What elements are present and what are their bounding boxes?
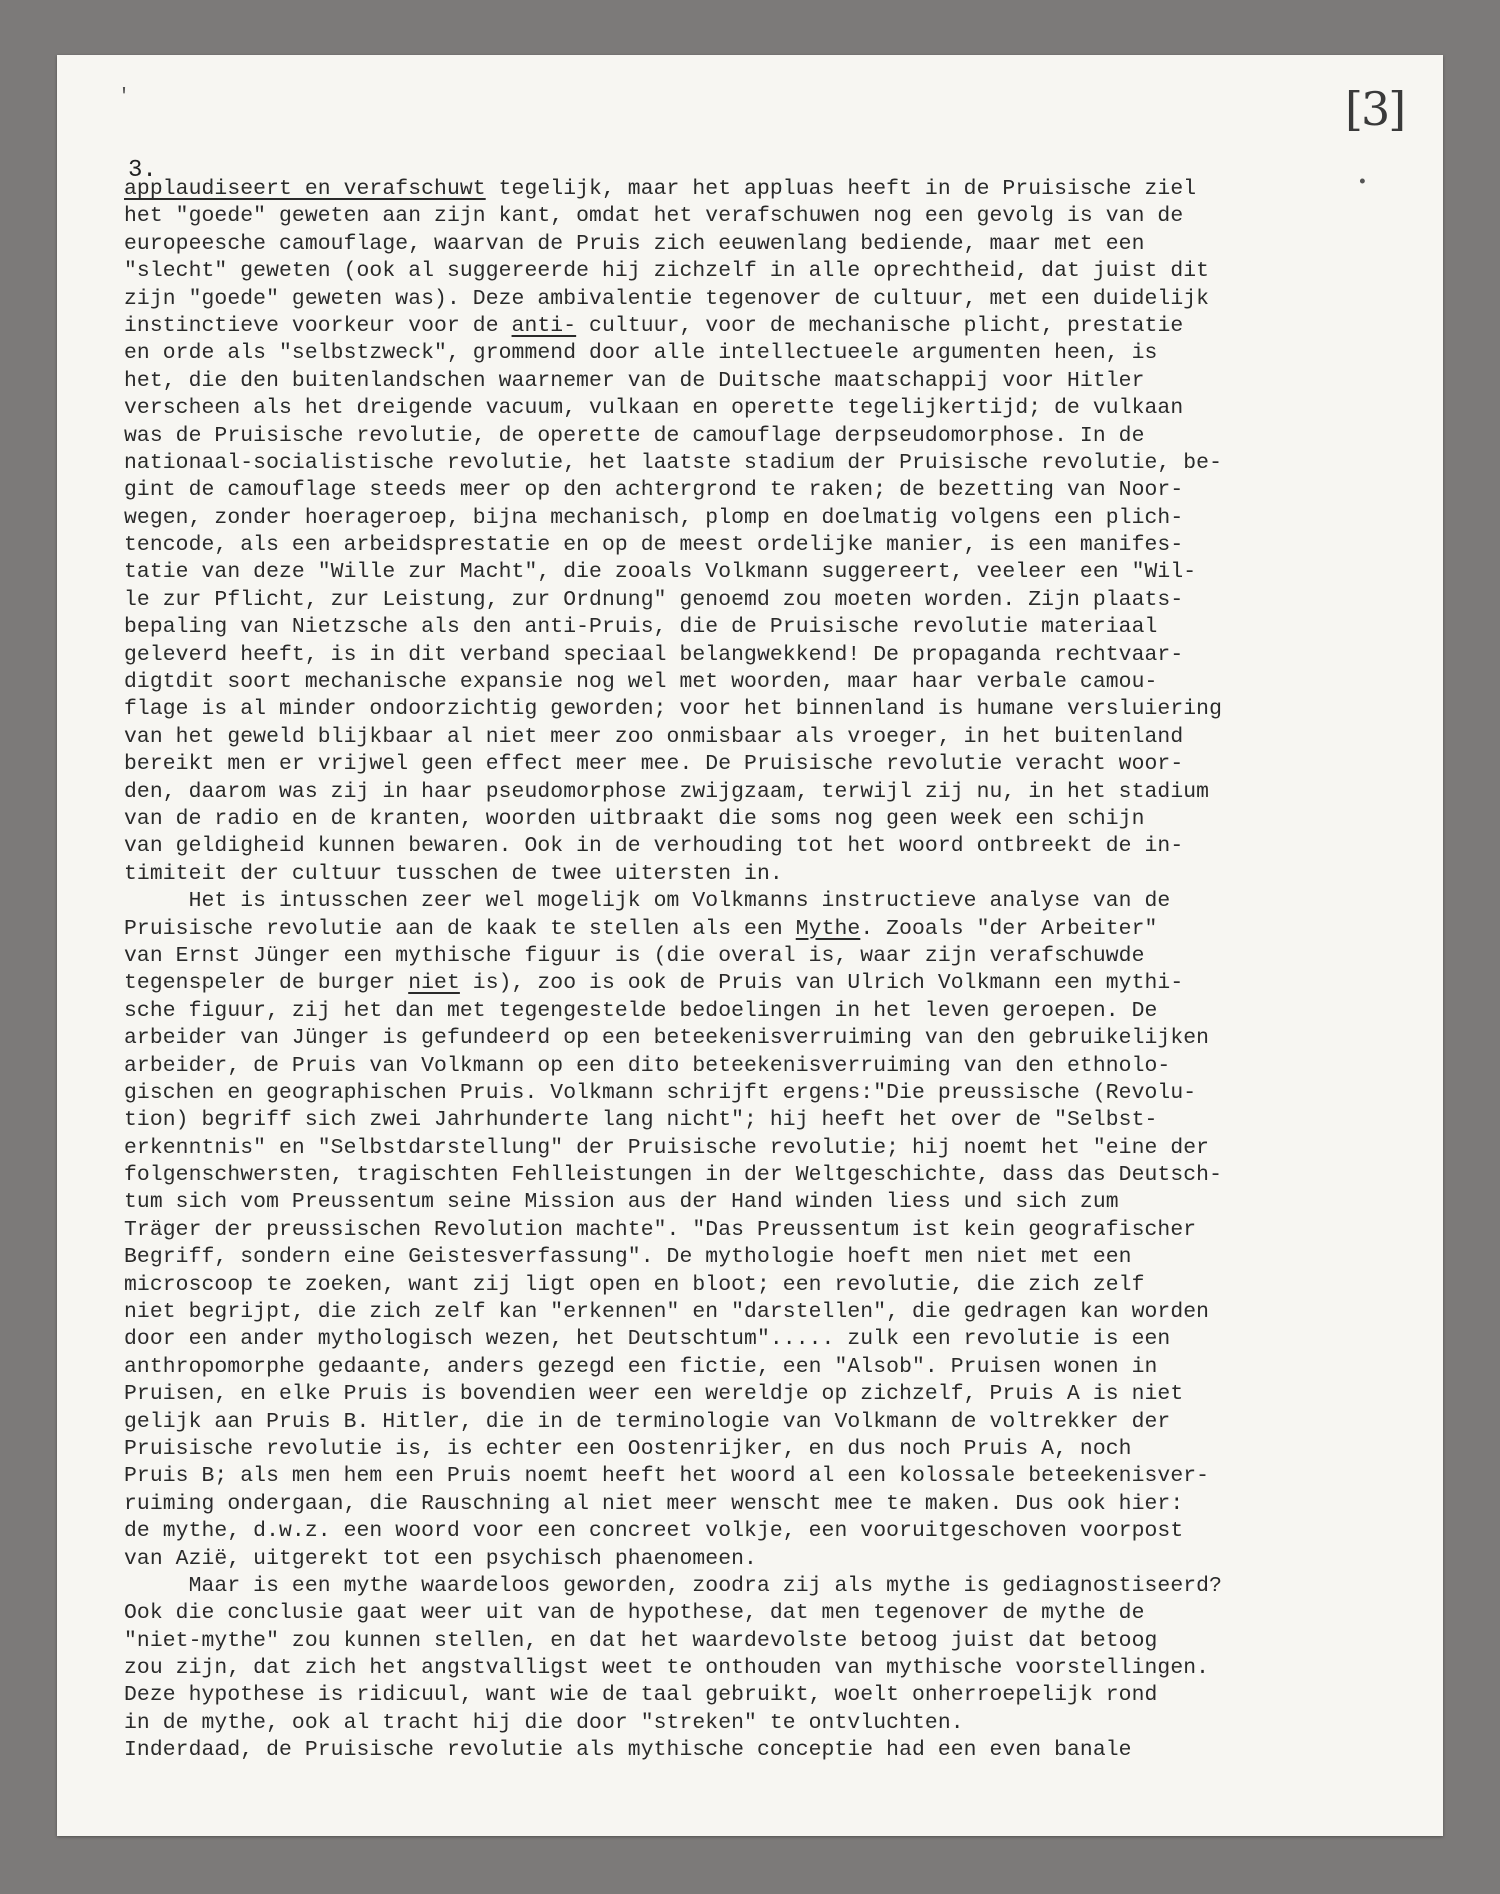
text-line (124, 587, 1364, 614)
text-segment: door een ander mythologisch wezen, het Deutschtum"..... zulk een revolutie is een (124, 1327, 1171, 1352)
text-line (124, 1573, 1364, 1600)
text-segment: flage is al minder ondoorzichtig geworden; voor het binnenland is humane versluiering (124, 697, 1223, 722)
text-segment: nationaal-socialistische revolutie, het laatste stadium der Pruisische revolutie, be- (124, 450, 1223, 475)
text-line (124, 258, 1364, 285)
text-segment: sche figuur, zij het dan met tegengestelde bedoelingen in het leven geroepen. De (124, 998, 1158, 1023)
text-line (124, 806, 1364, 833)
text-line (124, 751, 1364, 778)
archive-page-mark: [3] (1345, 82, 1405, 136)
text-line (124, 779, 1364, 806)
text-segment: verscheen als het dreigende vacuum, vulkaan en operette tegelijkertijd; de vulkaan (124, 396, 1184, 421)
text-segment: niet begrijpt, die zich zelf kan "erkennen" en "darstellen", die gedragen kan worden (124, 1300, 1210, 1325)
text-segment: timiteit der cultuur tusschen de twee uitersten in. (124, 861, 783, 886)
text-segment: "slecht" geweten (ook al suggereerde hij zichzelf in alle oprechtheid, dat juist dit (124, 259, 1210, 284)
text-segment: tion) begriff sich zwei Jahrhunderte lang nicht"; hij heeft het over de "Selbst- (124, 1108, 1158, 1133)
text-segment: tencode, als een arbeidsprestatie en op de meest ordelijke manier, is een manifes- (124, 533, 1184, 558)
text-segment: Het is intusschen zeer wel mogelijk om Volkmanns instructieve analyse van de (124, 889, 1171, 914)
text-line (124, 1436, 1364, 1463)
text-line (124, 176, 1364, 203)
text-line (124, 1682, 1364, 1709)
text-segment: wegen, zonder hoerageroep, bijna mechanisch, plomp en doelmatig volgens een plich- (124, 505, 1184, 530)
text-segment: . Zooals "der Arbeiter" (860, 916, 1158, 941)
text-segment: van Azië, uitgerekt tot een psychisch phaenomeen. (124, 1546, 757, 1571)
text-line (124, 1600, 1364, 1627)
text-line (124, 532, 1364, 559)
text-line (124, 368, 1364, 395)
text-line (124, 286, 1364, 313)
text-segment: tegenspeler de burger (124, 971, 409, 996)
text-segment: Deze hypothese is ridicuul, want wie de taal gebruikt, woelt onherroepelijk rond (124, 1683, 1158, 1708)
text-segment: Ook die conclusie gaat weer uit van de hypothese, dat men tegenover de mythe de (124, 1601, 1145, 1626)
text-segment: arbeider van Jünger is gefundeerd op een beteekenisverruiming van den gebruikelijken (124, 1026, 1210, 1051)
text-line (124, 1135, 1364, 1162)
text-segment: tegelijk, maar het appluas heeft in de Pruisische ziel (485, 177, 1197, 201)
text-segment: tatie van deze "Wille zur Macht", die zooals Volkmann suggereert, veeleer een "Wil- (124, 560, 1197, 585)
text-segment: van het geweld blijkbaar al niet meer zoo onmisbaar als vroeger, in het buitenland (124, 724, 1184, 749)
text-line (124, 1217, 1364, 1244)
text-line (124, 1299, 1364, 1326)
text-line (124, 340, 1364, 367)
text-line (124, 1491, 1364, 1518)
text-line (124, 1546, 1364, 1573)
text-segment: europeesche camouflage, waarvan de Pruis zich eeuwenlang bediende, maar met een (124, 231, 1145, 256)
text-segment: "niet-mythe" zou kunnen stellen, en dat het waardevolste betoog juist dat betoog (124, 1628, 1158, 1653)
text-segment: de mythe, d.w.z. een woord voor een concreet volkje, een vooruitgeschoven voorpost (124, 1519, 1184, 1544)
underlined-text: applaudiseert en verafschuwt (124, 177, 486, 201)
text-line (124, 505, 1364, 532)
text-line (124, 1737, 1364, 1764)
text-segment: arbeider, de Pruis van Volkmann op een dito beteekenisverruiming van den ethnolo- (124, 1053, 1171, 1078)
text-segment: erkenntnis" en "Selbstdarstellung" der Pruisische revolutie; hij noemt het "eine der (124, 1135, 1210, 1160)
text-segment: van Ernst Jünger een mythische figuur is (die overal is, waar zijn verafschuwde (124, 943, 1145, 968)
text-line (124, 1463, 1364, 1490)
text-line (124, 395, 1364, 422)
text-line (124, 203, 1364, 230)
text-segment: digtdit soort mechanische expansie nog wel met woorden, maar haar verbale camou- (124, 670, 1158, 695)
text-segment: geleverd heeft, is in dit verband speciaal belangwekkend! De propaganda rechtvaar- (124, 642, 1184, 667)
text-segment: Pruis B; als men hem een Pruis noemt heeft het woord al een kolossale beteekenisver- (124, 1464, 1210, 1489)
stray-mark: ' (118, 86, 131, 109)
text-segment: anthropomorphe gedaante, anders gezegd een fictie, een "Alsob". Pruisen wonen in (124, 1354, 1158, 1379)
text-segment: den, daarom was zij in haar pseudomorphose zwijgzaam, terwijl zij nu, in het stadium (124, 779, 1210, 804)
text-segment: microscoop te zoeken, want zij ligt open en bloot; een revolutie, die zich zelf (124, 1272, 1145, 1297)
text-segment: in de mythe, ook al tracht hij die door "streken" te ontvluchten. (124, 1710, 964, 1735)
text-line (124, 1354, 1364, 1381)
text-line (124, 1655, 1364, 1682)
text-line (124, 1107, 1364, 1134)
text-line (124, 833, 1364, 860)
text-segment: en orde als "selbstzweck", grommend door alle intellectueele argumenten heen, is (124, 341, 1158, 366)
text-segment: instinctieve voorkeur voor de (124, 313, 512, 338)
text-line (124, 970, 1364, 997)
text-segment: le zur Pflicht, zur Leistung, zur Ordnung" genoemd zou moeten worden. Zijn plaats- (124, 587, 1184, 612)
text-line (124, 450, 1364, 477)
text-line (124, 231, 1364, 258)
text-segment: ruiming ondergaan, die Rauschning al niet meer wenscht mee te maken. Dus ook hier: (124, 1491, 1184, 1516)
text-line (124, 1244, 1364, 1271)
text-line (124, 313, 1364, 340)
text-segment: bereikt men er vrijwel geen effect meer mee. De Pruisische revolutie veracht woor- (124, 752, 1184, 777)
text-line (124, 1409, 1364, 1436)
text-line (124, 423, 1364, 450)
text-line (124, 696, 1364, 723)
text-line (124, 1053, 1364, 1080)
text-line (124, 614, 1364, 641)
text-line (124, 724, 1364, 751)
text-line (124, 1189, 1364, 1216)
text-line (124, 1162, 1364, 1189)
text-segment: folgenschwersten, tragischten Fehlleistungen in der Weltgeschichte, dass das Deutsch- (124, 1163, 1223, 1188)
text-line (124, 1326, 1364, 1353)
text-segment: het "goede" geweten aan zijn kant, omdat het verafschuwen nog een gevolg is van de (124, 204, 1184, 229)
text-line (124, 1518, 1364, 1545)
text-segment: Inderdaad, de Pruisische revolutie als mythische conceptie had een even banale (124, 1738, 1132, 1763)
stray-mark: • (1357, 173, 1368, 193)
text-segment: Maar is een mythe waardeloos geworden, zoodra zij als mythe is gediagnostiseerd? (124, 1573, 1223, 1598)
text-segment: Begriff, sondern eine Geistesverfassung". De mythologie hoeft men niet met een (124, 1245, 1132, 1270)
text-line (124, 669, 1364, 696)
text-line (124, 1272, 1364, 1299)
text-line (124, 1025, 1364, 1052)
text-segment: van geldigheid kunnen bewaren. Ook in de verhouding tot het woord ontbreekt de in- (124, 834, 1184, 859)
text-segment: gint de camouflage steeds meer op den achtergrond te raken; de bezetting van Noor- (124, 478, 1184, 503)
text-line (124, 559, 1364, 586)
text-line (124, 1710, 1364, 1737)
text-segment: zijn "goede" geweten was). Deze ambivalentie tegenover de cultuur, met een duidelijk (124, 286, 1210, 311)
text-segment: Pruisische revolutie is, is echter een Oostenrijker, en dus noch Pruis A, noch (124, 1436, 1132, 1461)
text-segment: is), zoo is ook de Pruis van Ulrich Volkmann een mythi- (459, 971, 1184, 996)
page-number: 3. (128, 157, 157, 184)
underlined-text: Mythe (795, 916, 861, 941)
typed-text-body (124, 176, 1364, 1765)
text-line (124, 1080, 1364, 1107)
text-line (124, 998, 1364, 1025)
text-segment: Träger der preussischen Revolution machte". "Das Preussentum ist kein geografischer (124, 1217, 1197, 1242)
text-line (124, 861, 1364, 888)
text-line (124, 1628, 1364, 1655)
text-segment: Pruisische revolutie aan de kaak te stellen als een (124, 916, 796, 941)
text-line (124, 943, 1364, 970)
text-line (124, 1381, 1364, 1408)
text-segment: gelijk aan Pruis B. Hitler, die in de terminologie van Volkmann de voltrekker der (124, 1409, 1171, 1434)
text-line (124, 642, 1364, 669)
text-line (124, 888, 1364, 915)
text-segment: tum sich vom Preussentum seine Mission aus der Hand winden liess und sich zum (124, 1190, 1119, 1215)
underlined-text: niet (408, 971, 460, 996)
text-segment: cultuur, voor de mechanische plicht, prestatie (576, 313, 1184, 338)
text-line (124, 477, 1364, 504)
text-segment: was de Pruisische revolutie, de operette de camouflage derpseudomorphose. In de (124, 423, 1145, 448)
text-segment: gischen en geographischen Pruis. Volkmann schrijft ergens:"Die preussische (Revolu- (124, 1080, 1197, 1105)
text-segment: bepaling van Nietzsche als den anti-Pruis, die de Pruisische revolutie materiaal (124, 615, 1158, 640)
underlined-text: anti- (511, 313, 577, 338)
text-segment: zou zijn, dat zich het angstvalligst weet te onthouden van mythische voorstellingen. (124, 1656, 1210, 1681)
text-segment: Pruisen, en elke Pruis is bovendien weer een wereldje op zichzelf, Pruis A is niet (124, 1382, 1184, 1407)
text-line (124, 916, 1364, 943)
text-segment: het, die den buitenlandschen waarnemer van de Duitsche maatschappij voor Hitler (124, 368, 1145, 393)
text-segment: van de radio en de kranten, woorden uitbraakt die soms nog geen week een schijn (124, 806, 1145, 831)
